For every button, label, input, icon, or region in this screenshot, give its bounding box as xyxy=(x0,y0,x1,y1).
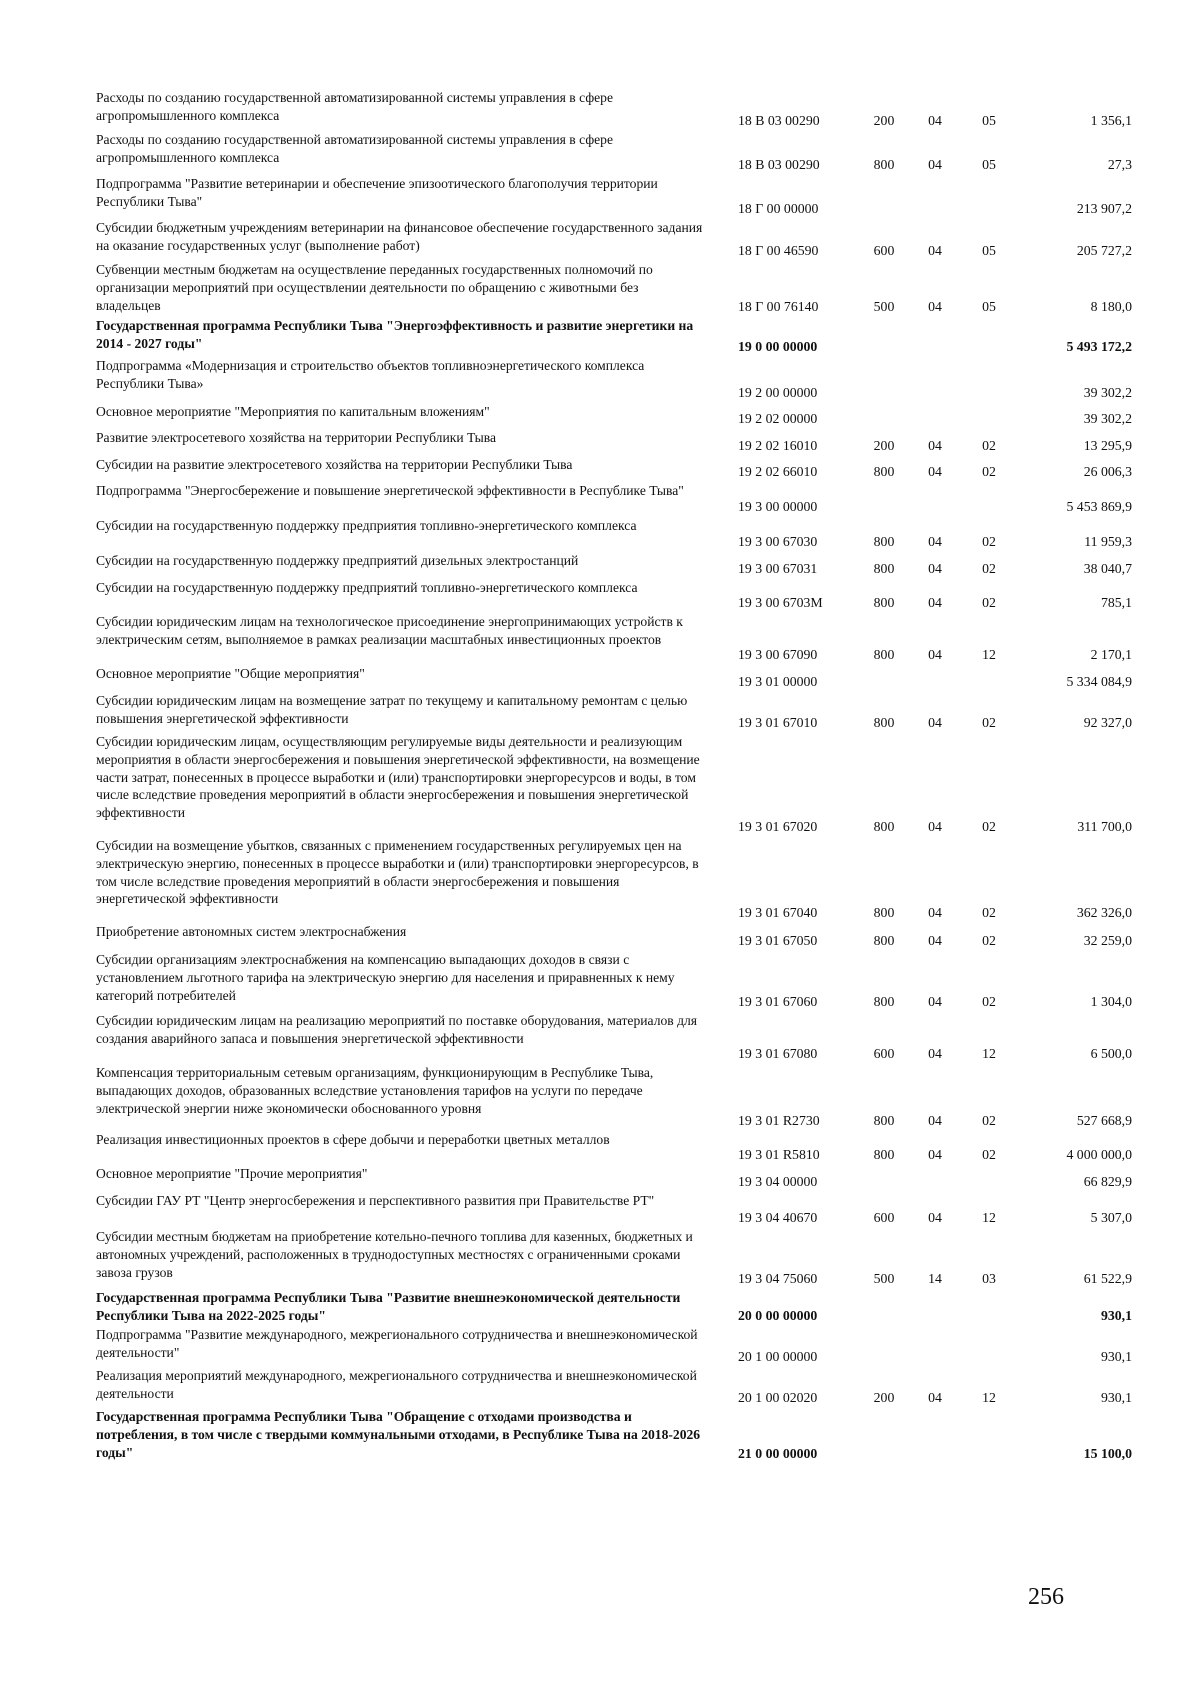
row-code: 20 0 00 00000 xyxy=(738,1308,818,1323)
row-code: 20 1 00 02020 xyxy=(738,1390,818,1405)
row-description: Субсидии на развитие электросетевого хозяйства на территории Республики Тыва xyxy=(96,457,573,472)
table-row xyxy=(96,732,1136,836)
row-description: Субсидии юридическим лицам на реализацию мероприятий по поставке оборудования, материалов для создания аварийного запаса и повышения энергетической эффективности xyxy=(96,1013,698,1046)
table-row xyxy=(96,1366,1136,1407)
table-row xyxy=(96,455,1136,481)
row-code: 19 2 00 00000 xyxy=(738,385,818,400)
row-amount: 39 302,2 xyxy=(1083,411,1132,426)
row-subsection: 12 xyxy=(982,1210,996,1225)
row-code: 19 3 00 67090 xyxy=(738,647,818,662)
row-amount: 27,3 xyxy=(1107,157,1132,172)
row-description: Подпрограмма "Развитие ветеринарии и обеспечение эпизоотического благополучия территории Республики Тыва" xyxy=(96,176,658,209)
row-section: 04 xyxy=(928,534,942,549)
row-code: 19 3 04 40670 xyxy=(738,1210,818,1225)
row-amount: 5 307,0 xyxy=(1090,1210,1132,1225)
table-row xyxy=(96,1164,1136,1191)
row-code: 19 0 00 00000 xyxy=(738,339,818,354)
row-expense-type: 800 xyxy=(873,595,895,610)
row-amount: 527 668,9 xyxy=(1076,1113,1132,1128)
row-subsection: 03 xyxy=(982,1271,996,1286)
row-expense-type: 600 xyxy=(873,1046,895,1061)
table-row xyxy=(96,316,1136,356)
row-code: 19 3 01 R2730 xyxy=(738,1113,820,1128)
row-description: Основное мероприятие "Прочие мероприятия" xyxy=(96,1166,368,1181)
row-amount: 13 295,9 xyxy=(1083,438,1132,453)
row-code: 18 В 03 00290 xyxy=(738,157,820,172)
row-description: Подпрограмма "Энергосбережение и повышение энергетической эффективности в Республике Тыва" xyxy=(96,483,684,498)
row-code: 19 3 00 67031 xyxy=(738,561,818,576)
row-amount: 15 100,0 xyxy=(1083,1446,1132,1461)
table-row xyxy=(96,1130,1136,1164)
row-code: 19 3 01 R5810 xyxy=(738,1147,820,1162)
table-row xyxy=(96,922,1136,950)
row-subsection: 05 xyxy=(982,113,996,128)
row-subsection: 02 xyxy=(982,819,996,834)
row-description: Приобретение автономных систем электроснабжения xyxy=(96,924,407,939)
row-description: Государственная программа Республики Тыва "Энергоэффективность и развитие энергетики на 2014 - 2027 годы" xyxy=(96,318,694,351)
row-amount: 11 959,3 xyxy=(1084,534,1132,549)
table-row xyxy=(96,664,1136,691)
row-code: 18 Г 00 46590 xyxy=(738,243,819,258)
table-row xyxy=(96,1191,1136,1227)
row-amount: 930,1 xyxy=(1100,1390,1132,1405)
row-code: 18 В 03 00290 xyxy=(738,113,820,128)
table-row xyxy=(96,260,1136,316)
table-row xyxy=(96,174,1136,218)
row-expense-type: 600 xyxy=(873,1210,895,1225)
row-subsection: 02 xyxy=(982,561,996,576)
table-row xyxy=(96,1407,1136,1463)
row-expense-type: 800 xyxy=(873,715,895,730)
table-row xyxy=(96,218,1136,260)
row-description: Субсидии на государственную поддержку предприятий топливно-энергетического комплекса xyxy=(96,580,638,595)
row-amount: 26 006,3 xyxy=(1083,464,1132,479)
row-expense-type: 500 xyxy=(873,1271,895,1286)
row-amount: 785,1 xyxy=(1100,595,1132,610)
row-code: 19 2 02 66010 xyxy=(738,464,818,479)
row-subsection: 02 xyxy=(982,994,996,1009)
table-row xyxy=(96,950,1136,1011)
row-expense-type: 800 xyxy=(873,933,895,948)
row-expense-type: 800 xyxy=(873,464,895,479)
table-row xyxy=(96,1063,1136,1130)
row-description: Субсидии местным бюджетам на приобретение котельно-печного топлива для казенных, бюджетных и автономных учреждений, расположенных в труднодоступных местностях с ограниченными сроками завоза грузов xyxy=(96,1229,693,1280)
table-row xyxy=(96,836,1136,922)
row-code: 19 2 02 16010 xyxy=(738,438,818,453)
row-amount: 362 326,0 xyxy=(1076,905,1132,920)
row-expense-type: 800 xyxy=(873,994,895,1009)
row-amount: 311 700,0 xyxy=(1077,819,1132,834)
row-section: 04 xyxy=(928,299,942,314)
table-row xyxy=(96,516,1136,551)
row-amount: 205 727,2 xyxy=(1076,243,1132,258)
row-description: Расходы по созданию государственной автоматизированной системы управления в сфере агропромышленного комплекса xyxy=(96,90,613,123)
row-subsection: 02 xyxy=(982,933,996,948)
row-subsection: 05 xyxy=(982,157,996,172)
row-description: Подпрограмма "Развитие международного, межрегионального сотрудничества и внешнеэкономической деятельности" xyxy=(96,1327,698,1360)
row-expense-type: 800 xyxy=(873,561,895,576)
row-amount: 930,1 xyxy=(1100,1349,1132,1364)
row-amount: 32 259,0 xyxy=(1083,933,1132,948)
row-code: 19 3 01 67060 xyxy=(738,994,818,1009)
row-code: 21 0 00 00000 xyxy=(738,1446,818,1461)
table-row xyxy=(96,1227,1136,1288)
row-subsection: 02 xyxy=(982,905,996,920)
row-description: Государственная программа Республики Тыва "Обращение с отходами производства и потребления, в том числе с твердыми коммунальными отходами, в Республике Тыва на 2018-2026 годы" xyxy=(96,1409,701,1460)
row-code: 19 3 00 6703М xyxy=(738,595,823,610)
row-amount: 61 522,9 xyxy=(1083,1271,1132,1286)
row-expense-type: 600 xyxy=(873,243,895,258)
row-expense-type: 800 xyxy=(873,534,895,549)
row-description: Подпрограмма «Модернизация и строительство объектов топливноэнергетического комплекса Республики Тыва» xyxy=(96,358,645,391)
row-section: 04 xyxy=(928,905,942,920)
table-row xyxy=(96,1011,1136,1063)
row-code: 19 3 00 00000 xyxy=(738,499,818,514)
row-section: 14 xyxy=(928,1271,942,1286)
row-amount: 92 327,0 xyxy=(1083,715,1132,730)
row-section: 04 xyxy=(928,157,942,172)
row-amount: 8 180,0 xyxy=(1090,299,1132,314)
table-row xyxy=(96,1325,1136,1366)
row-section: 04 xyxy=(928,1390,942,1405)
row-code: 19 3 04 75060 xyxy=(738,1271,818,1286)
row-section: 04 xyxy=(928,715,942,730)
row-description: Компенсация территориальным сетевым организациям, функционирующим в Республике Тыва, выпадающих доходов, образованных вследствие установления тарифов на услуги по передаче электрической энергии ниже экономически обоснованного уровня xyxy=(96,1065,654,1116)
row-section: 04 xyxy=(928,113,942,128)
row-description: Субвенции местным бюджетам на осуществление переданных государственных полномочий по организации мероприятий при осуществлении деятельности по обращению с животными без владельцев xyxy=(96,262,653,313)
row-section: 04 xyxy=(928,561,942,576)
row-expense-type: 500 xyxy=(873,299,895,314)
row-expense-type: 800 xyxy=(873,1147,895,1162)
table-row xyxy=(96,130,1136,174)
row-section: 04 xyxy=(928,994,942,1009)
table-row xyxy=(96,578,1136,612)
page-number: 256 xyxy=(1028,1584,1064,1610)
row-subsection: 12 xyxy=(982,647,996,662)
row-description: Развитие электросетевого хозяйства на территории Республики Тыва xyxy=(96,430,497,445)
row-subsection: 02 xyxy=(982,438,996,453)
row-code: 18 Г 00 00000 xyxy=(738,201,819,216)
row-amount: 6 500,0 xyxy=(1090,1046,1132,1061)
row-section: 04 xyxy=(928,464,942,479)
row-description: Основное мероприятие "Общие мероприятия" xyxy=(96,666,365,681)
row-amount: 1 356,1 xyxy=(1090,113,1132,128)
row-description: Субсидии юридическим лицам на возмещение затрат по текущему и капитальному ремонтам с целью повышения энергетической эффективности xyxy=(96,693,688,726)
row-description: Субсидии юридическим лицам, осуществляющим регулируемые виды деятельности и реализующим мероприятия в области энергосбережения и повышения энергетической эффективности, на возмещение части затрат, понесенных в процессе выработки и (или) транспортировки энергоресурсов и воды, в том числе вследствие проведения мероприятий в области энергосбережения и повышения энергетической эффективности xyxy=(96,734,700,821)
table-row xyxy=(96,428,1136,455)
row-description: Государственная программа Республики Тыва "Развитие внешнеэкономической деятельности Республики Тыва на 2022-2025 годы" xyxy=(96,1290,681,1323)
row-description: Реализация мероприятий международного, межрегионального сотрудничества и внешнеэкономической деятельности xyxy=(96,1368,697,1401)
row-code: 19 3 00 67030 xyxy=(738,534,818,549)
row-section: 04 xyxy=(928,438,942,453)
row-expense-type: 800 xyxy=(873,157,895,172)
row-expense-type: 800 xyxy=(873,1113,895,1128)
row-code: 19 3 01 67050 xyxy=(738,933,818,948)
row-section: 04 xyxy=(928,243,942,258)
table-row xyxy=(96,551,1136,578)
row-subsection: 02 xyxy=(982,715,996,730)
row-amount: 66 829,9 xyxy=(1083,1174,1132,1189)
row-code: 18 Г 00 76140 xyxy=(738,299,819,314)
table-row xyxy=(96,481,1136,516)
row-subsection: 02 xyxy=(982,464,996,479)
row-description: Субсидии юридическим лицам на технологическое присоединение энергопринимающих устройств к электрическим сетям, выполняемое в рамках реализации масштабных инвестиционных проектов xyxy=(96,614,683,647)
row-section: 04 xyxy=(928,647,942,662)
budget-table xyxy=(96,88,1136,1463)
table-row xyxy=(96,356,1136,402)
row-code: 19 3 01 67080 xyxy=(738,1046,818,1061)
row-description: Расходы по созданию государственной автоматизированной системы управления в сфере агропромышленного комплекса xyxy=(96,132,613,165)
row-expense-type: 200 xyxy=(873,438,895,453)
row-expense-type: 800 xyxy=(873,647,895,662)
table-row xyxy=(96,88,1136,130)
row-description: Субсидии на государственную поддержку предприятия топливно-энергетического комплекса xyxy=(96,518,637,533)
row-amount: 4 000 000,0 xyxy=(1066,1147,1132,1162)
table-row xyxy=(96,402,1136,428)
row-description: Реализация инвестиционных проектов в сфере добычи и переработки цветных металлов xyxy=(96,1132,610,1147)
row-subsection: 02 xyxy=(982,1113,996,1128)
row-amount: 5 334 084,9 xyxy=(1066,674,1132,689)
row-section: 04 xyxy=(928,1113,942,1128)
row-subsection: 12 xyxy=(982,1390,996,1405)
row-code: 20 1 00 00000 xyxy=(738,1349,818,1364)
row-code: 19 3 01 00000 xyxy=(738,674,818,689)
row-subsection: 05 xyxy=(982,243,996,258)
row-subsection: 02 xyxy=(982,595,996,610)
row-amount: 38 040,7 xyxy=(1083,561,1132,576)
row-expense-type: 200 xyxy=(873,113,895,128)
row-description: Субсидии на государственную поддержку предприятий дизельных электростанций xyxy=(96,553,579,568)
row-description: Основное мероприятие "Мероприятия по капитальным вложениям" xyxy=(96,404,490,419)
row-section: 04 xyxy=(928,595,942,610)
row-subsection: 05 xyxy=(982,299,996,314)
row-amount: 930,1 xyxy=(1100,1308,1132,1323)
row-section: 04 xyxy=(928,819,942,834)
row-amount: 5 453 869,9 xyxy=(1066,499,1132,514)
table-row xyxy=(96,691,1136,732)
row-section: 04 xyxy=(928,1147,942,1162)
row-description: Субсидии ГАУ РТ "Центр энергосбережения и перспективного развития при Правительстве РТ" xyxy=(96,1193,655,1208)
row-description: Субсидии организациям электроснабжения на компенсацию выпадающих доходов в связи с установлением льготного тарифа на электрическую энергию для населения и приравненных к нему категорий потребителей xyxy=(96,952,675,1003)
row-code: 19 3 01 67040 xyxy=(738,905,818,920)
row-amount: 1 304,0 xyxy=(1090,994,1132,1009)
row-section: 04 xyxy=(928,1046,942,1061)
row-amount: 5 493 172,2 xyxy=(1066,339,1132,354)
row-section: 04 xyxy=(928,933,942,948)
row-amount: 2 170,1 xyxy=(1090,647,1132,662)
row-code: 19 3 01 67010 xyxy=(738,715,818,730)
row-expense-type: 200 xyxy=(873,1390,895,1405)
row-subsection: 02 xyxy=(982,1147,996,1162)
row-amount: 39 302,2 xyxy=(1083,385,1132,400)
row-code: 19 3 01 67020 xyxy=(738,819,818,834)
row-expense-type: 800 xyxy=(873,905,895,920)
table-row xyxy=(96,1288,1136,1325)
row-subsection: 02 xyxy=(982,534,996,549)
row-amount: 213 907,2 xyxy=(1076,201,1132,216)
row-section: 04 xyxy=(928,1210,942,1225)
row-description: Субсидии бюджетным учреждениям ветеринарии на финансовое обеспечение государственного задания на оказание государственных услуг (выполнение работ) xyxy=(96,220,703,253)
row-expense-type: 800 xyxy=(873,819,895,834)
table-row xyxy=(96,612,1136,664)
row-subsection: 12 xyxy=(982,1046,996,1061)
row-description: Субсидии на возмещение убытков, связанных с применением государственных регулируемых цен на электрическую энергию, понесенных в процессе выработки и (или) транспортировки энергоресурсов, в том числе вследствие проведения мероприятий в области энергосбережения и повышения энергетической эффективности xyxy=(96,838,699,907)
row-code: 19 3 04 00000 xyxy=(738,1174,818,1189)
row-code: 19 2 02 00000 xyxy=(738,411,818,426)
